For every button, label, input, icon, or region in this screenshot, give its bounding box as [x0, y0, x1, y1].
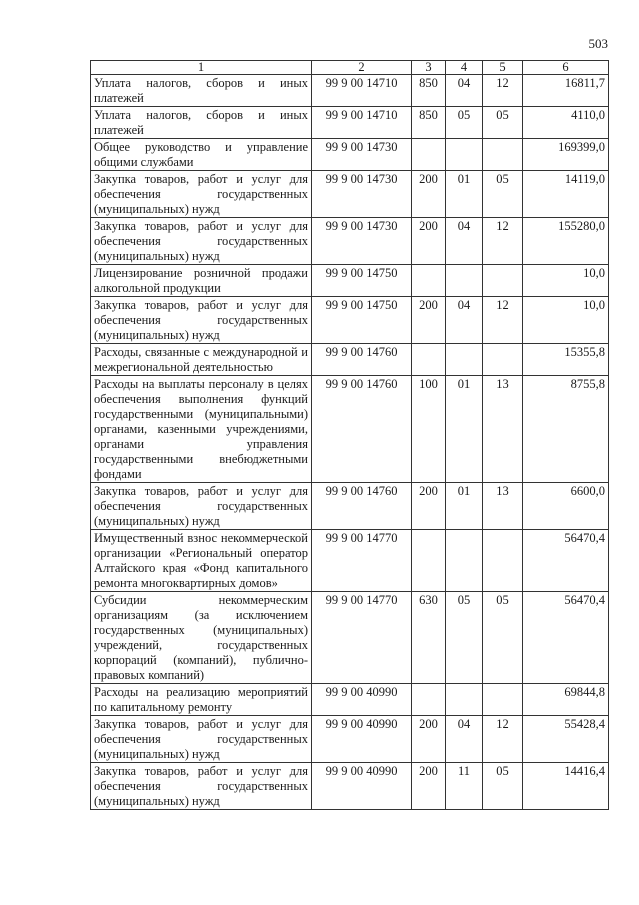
- table-row: [91, 483, 609, 530]
- row-sum: 8755,8: [523, 376, 609, 483]
- row-sum: 10,0: [523, 297, 609, 344]
- col-header-2: 2: [312, 61, 412, 75]
- row-expense-type: 850: [412, 107, 446, 139]
- row-code: 99 9 00 40990: [312, 684, 412, 716]
- table-row: [91, 716, 609, 763]
- row-subsection: 12: [483, 297, 523, 344]
- row-section: [446, 684, 483, 716]
- row-subsection: 05: [483, 107, 523, 139]
- row-name: Субсидии некоммерческим организациям (за исключением государственных (муниципальных) учреждений, государственных корпораций (компаний), публично-правовых компаний): [91, 592, 312, 684]
- row-sum: 14416,4: [523, 763, 609, 810]
- row-code: 99 9 00 14730: [312, 218, 412, 265]
- col-header-6: 6: [523, 61, 609, 75]
- row-code: 99 9 00 14730: [312, 171, 412, 218]
- row-expense-type: 100: [412, 376, 446, 483]
- row-section: 05: [446, 107, 483, 139]
- row-name: Закупка товаров, работ и услуг для обеспечения государственных (муниципальных) нужд: [91, 297, 312, 344]
- row-code: 99 9 00 40990: [312, 763, 412, 810]
- row-sum: 16811,7: [523, 75, 609, 107]
- row-name: Уплата налогов, сборов и иных платежей: [91, 107, 312, 139]
- row-subsection: [483, 344, 523, 376]
- row-code: 99 9 00 14710: [312, 75, 412, 107]
- row-name: Закупка товаров, работ и услуг для обеспечения государственных (муниципальных) нужд: [91, 716, 312, 763]
- row-expense-type: 200: [412, 716, 446, 763]
- table-row: [91, 75, 609, 107]
- row-section: 04: [446, 297, 483, 344]
- table-row: [91, 344, 609, 376]
- table-row: [91, 376, 609, 483]
- row-name: Закупка товаров, работ и услуг для обеспечения государственных (муниципальных) нужд: [91, 218, 312, 265]
- row-section: 04: [446, 716, 483, 763]
- table-row: [91, 218, 609, 265]
- row-code: 99 9 00 14750: [312, 265, 412, 297]
- page-number: 503: [588, 36, 608, 51]
- row-subsection: 13: [483, 483, 523, 530]
- col-header-1: 1: [91, 61, 312, 75]
- row-subsection: 12: [483, 218, 523, 265]
- row-subsection: [483, 139, 523, 171]
- row-sum: 155280,0: [523, 218, 609, 265]
- row-name: Расходы на выплаты персоналу в целях обеспечения выполнения функций государственными (муниципальными) органами, казенными учреждениями, органами управления государственными внебюджетными фондами: [91, 376, 312, 483]
- row-sum: 10,0: [523, 265, 609, 297]
- row-expense-type: 200: [412, 483, 446, 530]
- table-row: [91, 107, 609, 139]
- row-section: 01: [446, 483, 483, 530]
- col-header-3: 3: [412, 61, 446, 75]
- row-expense-type: 200: [412, 218, 446, 265]
- row-subsection: 05: [483, 592, 523, 684]
- row-subsection: 12: [483, 716, 523, 763]
- row-expense-type: 630: [412, 592, 446, 684]
- row-sum: 56470,4: [523, 530, 609, 592]
- row-expense-type: 200: [412, 763, 446, 810]
- row-expense-type: [412, 530, 446, 592]
- row-code: 99 9 00 14730: [312, 139, 412, 171]
- row-expense-type: [412, 265, 446, 297]
- row-section: 11: [446, 763, 483, 810]
- row-expense-type: [412, 139, 446, 171]
- row-sum: 4110,0: [523, 107, 609, 139]
- row-section: 01: [446, 376, 483, 483]
- row-subsection: 05: [483, 171, 523, 218]
- row-code: 99 9 00 14760: [312, 344, 412, 376]
- row-subsection: [483, 530, 523, 592]
- row-section: [446, 344, 483, 376]
- row-subsection: [483, 265, 523, 297]
- row-subsection: 12: [483, 75, 523, 107]
- row-subsection: [483, 684, 523, 716]
- table-row: [91, 763, 609, 810]
- row-sum: 69844,8: [523, 684, 609, 716]
- row-code: 99 9 00 14760: [312, 376, 412, 483]
- row-sum: 55428,4: [523, 716, 609, 763]
- row-expense-type: [412, 684, 446, 716]
- row-code: 99 9 00 14750: [312, 297, 412, 344]
- row-name: Расходы, связанные с международной и межрегиональной деятельностью: [91, 344, 312, 376]
- row-sum: 56470,4: [523, 592, 609, 684]
- row-section: [446, 530, 483, 592]
- row-name: Закупка товаров, работ и услуг для обеспечения государственных (муниципальных) нужд: [91, 763, 312, 810]
- row-name: Уплата налогов, сборов и иных платежей: [91, 75, 312, 107]
- row-section: 04: [446, 218, 483, 265]
- row-sum: 15355,8: [523, 344, 609, 376]
- table-row: [91, 592, 609, 684]
- row-subsection: 05: [483, 763, 523, 810]
- row-code: 99 9 00 14770: [312, 592, 412, 684]
- table-row: [91, 265, 609, 297]
- row-section: [446, 139, 483, 171]
- row-name: Закупка товаров, работ и услуг для обеспечения государственных (муниципальных) нужд: [91, 171, 312, 218]
- row-name: Общее руководство и управление общими службами: [91, 139, 312, 171]
- row-subsection: 13: [483, 376, 523, 483]
- row-code: 99 9 00 14760: [312, 483, 412, 530]
- row-code: 99 9 00 14770: [312, 530, 412, 592]
- col-header-5: 5: [483, 61, 523, 75]
- row-section: 04: [446, 75, 483, 107]
- row-section: [446, 265, 483, 297]
- table-row: [91, 139, 609, 171]
- row-name: Лицензирование розничной продажи алкогольной продукции: [91, 265, 312, 297]
- row-expense-type: 850: [412, 75, 446, 107]
- table-row: [91, 297, 609, 344]
- row-sum: 14119,0: [523, 171, 609, 218]
- table-row: [91, 530, 609, 592]
- row-name: Расходы на реализацию мероприятий по капитальному ремонту: [91, 684, 312, 716]
- row-section: 05: [446, 592, 483, 684]
- table-row: [91, 684, 609, 716]
- row-section: 01: [446, 171, 483, 218]
- row-expense-type: 200: [412, 171, 446, 218]
- table-row: [91, 171, 609, 218]
- row-name: Имущественный взнос некоммерческой организации «Региональный оператор Алтайского края «Фонд капитального ремонта многоквартирных домов»: [91, 530, 312, 592]
- table-header-row: [91, 61, 609, 75]
- row-sum: 6600,0: [523, 483, 609, 530]
- row-sum: 169399,0: [523, 139, 609, 171]
- col-header-4: 4: [446, 61, 483, 75]
- row-expense-type: 200: [412, 297, 446, 344]
- row-name: Закупка товаров, работ и услуг для обеспечения государственных (муниципальных) нужд: [91, 483, 312, 530]
- row-code: 99 9 00 14710: [312, 107, 412, 139]
- row-code: 99 9 00 40990: [312, 716, 412, 763]
- budget-table: [90, 60, 609, 810]
- row-expense-type: [412, 344, 446, 376]
